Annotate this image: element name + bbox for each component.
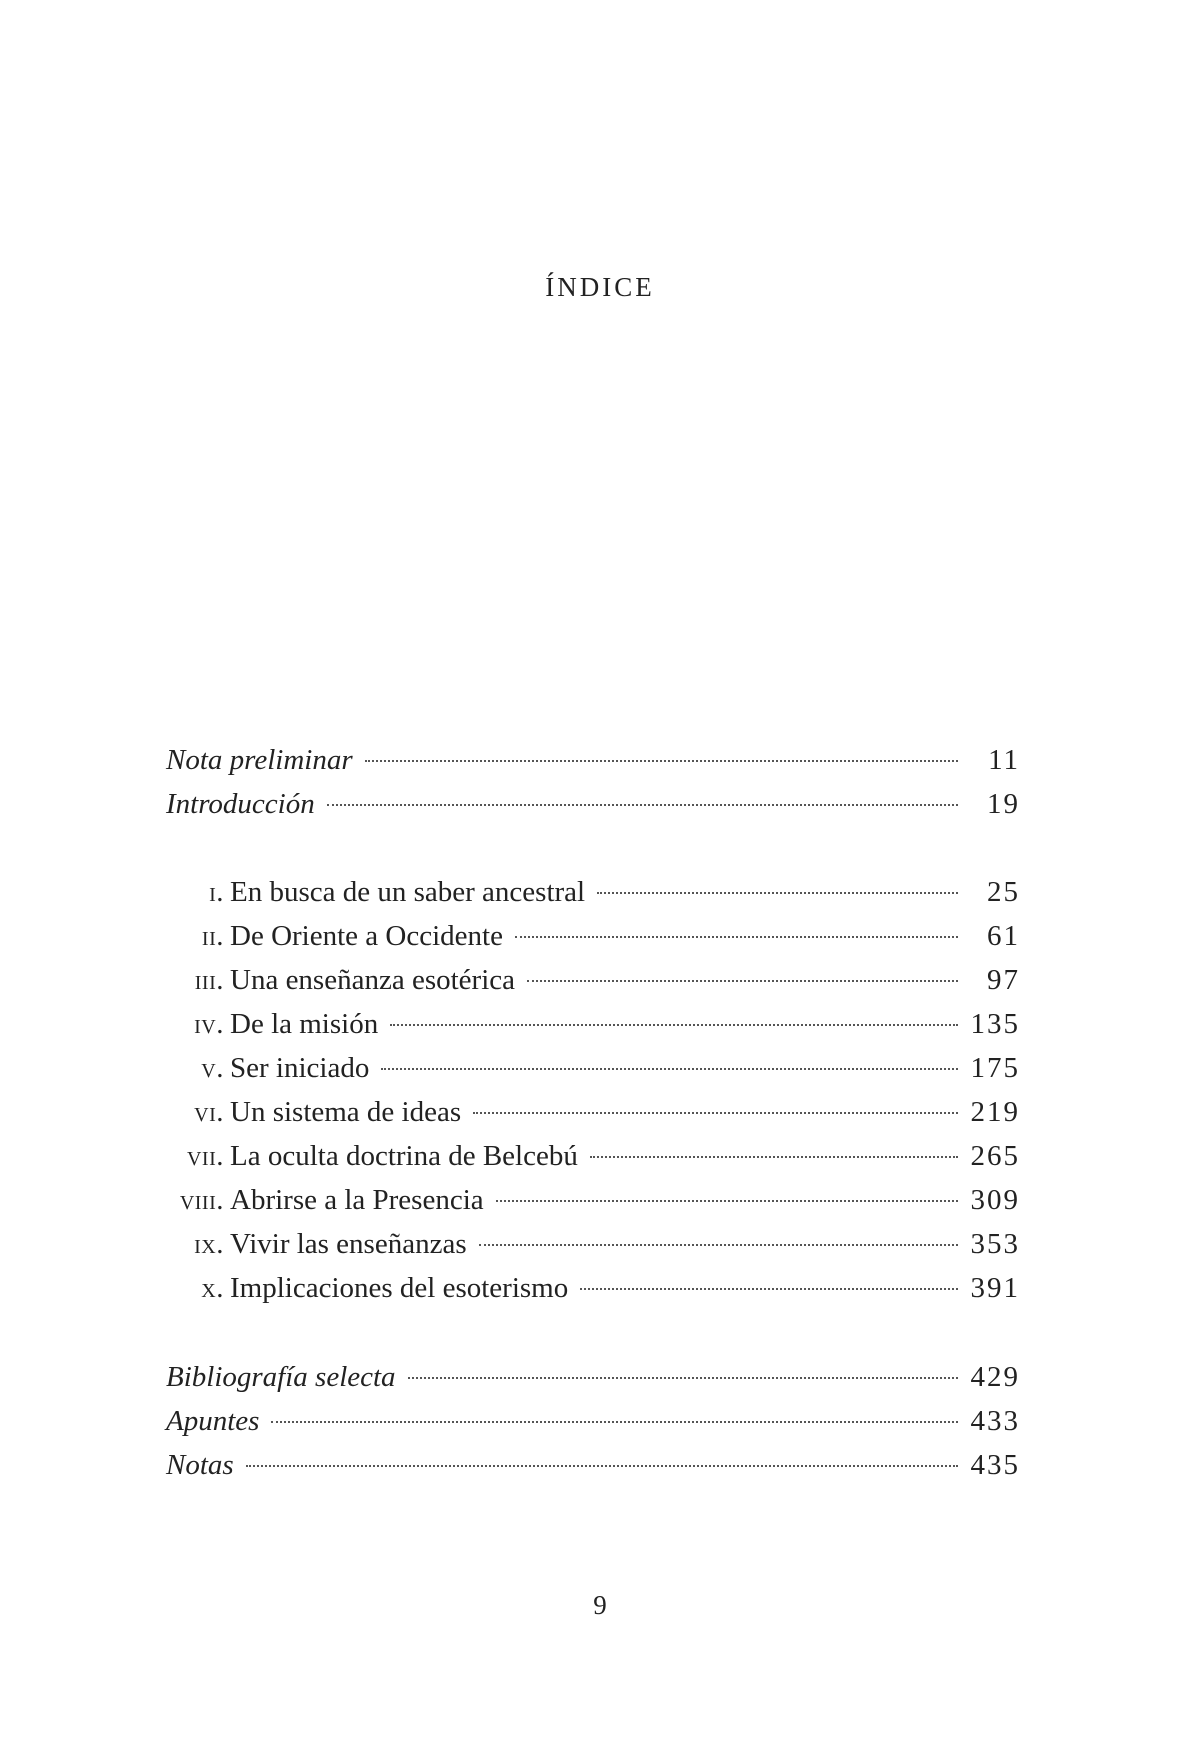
toc-entry-label: En busca de un saber ancestral — [230, 876, 586, 908]
toc-entry-page: 391 — [970, 1272, 1020, 1304]
toc-chapter-number: v. — [201, 1052, 224, 1084]
toc-entry-label: Bibliografía selecta — [166, 1361, 396, 1393]
toc-dot-leader — [365, 760, 958, 762]
toc-entry — [166, 1399, 1020, 1443]
toc-dot-leader — [515, 936, 958, 938]
toc-chapter-number: vii. — [186, 1140, 224, 1172]
toc-entry-page: 135 — [970, 1008, 1020, 1040]
toc-entry-page: 309 — [970, 1184, 1020, 1216]
toc-entry-page: 429 — [970, 1361, 1020, 1393]
toc-chapter-number: vi. — [194, 1096, 224, 1128]
toc-chapter-number: i. — [209, 876, 224, 908]
toc-entry-page: 265 — [970, 1140, 1020, 1172]
toc-dot-leader — [390, 1024, 958, 1026]
toc-dot-leader — [479, 1244, 958, 1246]
toc-entry-label: Un sistema de ideas — [230, 1096, 462, 1128]
toc-entry-page: 175 — [970, 1052, 1020, 1084]
toc-entry-label: La oculta doctrina de Belcebú — [230, 1140, 578, 1172]
toc-dot-leader — [271, 1421, 958, 1423]
toc-entry-label: Abrirse a la Presencia — [230, 1184, 484, 1216]
toc-entry-label: Introducción — [166, 788, 315, 820]
toc-dot-leader — [580, 1288, 958, 1290]
toc-entry-label: Una enseñanza esotérica — [230, 964, 516, 996]
page-number: 9 — [593, 1590, 607, 1620]
toc-chapter-entry — [166, 1046, 1020, 1090]
toc-entry-page: 19 — [987, 788, 1020, 820]
table-of-contents — [166, 738, 1020, 1487]
toc-chapter-entry — [166, 958, 1020, 1002]
toc-entry-label: De Oriente a Occidente — [230, 920, 503, 952]
page-title: índice — [545, 263, 655, 305]
toc-dot-leader — [597, 892, 958, 894]
toc-entry — [166, 738, 1020, 782]
toc-chapters — [166, 870, 1020, 1310]
toc-chapter-number: ii. — [201, 920, 224, 952]
toc-entry-page: 97 — [987, 964, 1020, 996]
toc-entry-label: Vivir las enseñanzas — [230, 1228, 467, 1260]
toc-entry-label: Apuntes — [166, 1405, 260, 1437]
toc-dot-leader — [381, 1068, 958, 1070]
toc-entry-page: 11 — [988, 744, 1020, 776]
toc-chapter-entry — [166, 1222, 1020, 1266]
toc-entry-label: Ser iniciado — [230, 1052, 370, 1084]
toc-entry-label: De la misión — [230, 1008, 379, 1040]
toc-chapter-number: viii. — [179, 1184, 224, 1216]
toc-chapter-entry — [166, 1178, 1020, 1222]
toc-entry-page: 433 — [970, 1405, 1020, 1437]
toc-front-matter — [166, 738, 1020, 826]
toc-entry — [166, 1355, 1020, 1399]
toc-chapter-entry — [166, 1090, 1020, 1134]
toc-dot-leader — [473, 1112, 958, 1114]
toc-entry — [166, 782, 1020, 826]
toc-chapter-number: ix. — [194, 1228, 224, 1260]
toc-entry-label: Implicaciones del esoterismo — [230, 1272, 569, 1304]
toc-chapter-entry — [166, 1266, 1020, 1310]
toc-chapter-number: iv. — [194, 1008, 224, 1040]
toc-chapter-number: iii. — [194, 964, 224, 996]
toc-dot-leader — [590, 1156, 958, 1158]
toc-dot-leader — [496, 1200, 958, 1202]
toc-entry-label: Nota preliminar — [166, 744, 353, 776]
toc-entry-page: 435 — [970, 1449, 1020, 1481]
toc-entry-label: Notas — [166, 1449, 234, 1481]
toc-chapter-number: x. — [201, 1272, 224, 1304]
toc-dot-leader — [327, 804, 958, 806]
toc-chapter-entry — [166, 914, 1020, 958]
toc-entry-page: 219 — [970, 1096, 1020, 1128]
toc-back-matter — [166, 1355, 1020, 1487]
toc-chapter-entry — [166, 870, 1020, 914]
toc-dot-leader — [246, 1465, 958, 1467]
toc-entry-page: 353 — [970, 1228, 1020, 1260]
toc-entry-page: 25 — [987, 876, 1020, 908]
toc-dot-leader — [408, 1377, 958, 1379]
toc-chapter-entry — [166, 1134, 1020, 1178]
toc-chapter-entry — [166, 1002, 1020, 1046]
toc-entry-page: 61 — [987, 920, 1020, 952]
toc-entry — [166, 1443, 1020, 1487]
toc-dot-leader — [527, 980, 958, 982]
